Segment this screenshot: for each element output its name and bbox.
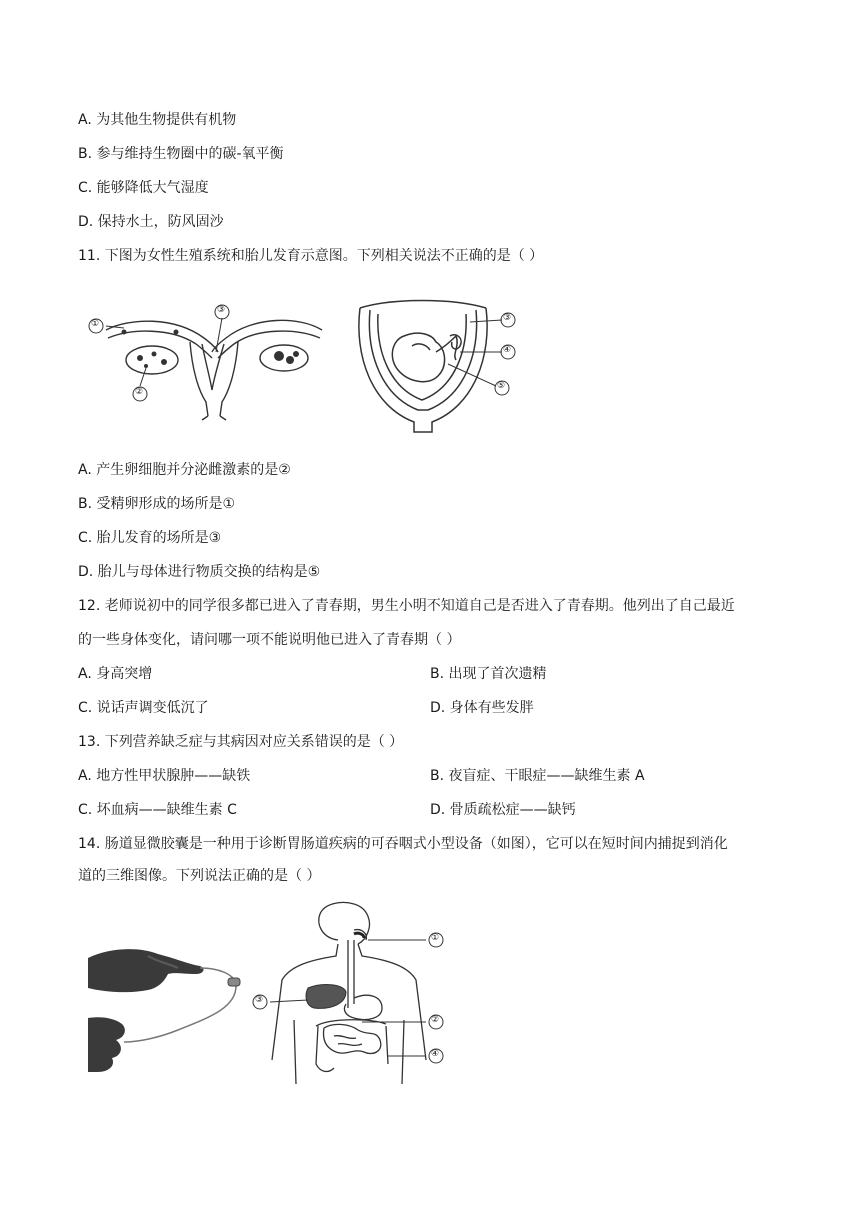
capsule-photo-figure — [88, 938, 248, 1078]
label-2: ② — [431, 1015, 440, 1025]
q14-stem-line1: 14. 肠道显微胶囊是一种用于诊断胃肠道疾病的可吞咽式小型设备（如图），它可以在短时间内捕捉到消化 — [78, 836, 728, 852]
label-3b: ③ — [503, 313, 512, 323]
label-2: ② — [135, 387, 144, 397]
label-3: ③ — [255, 995, 264, 1005]
fetal-development-figure — [352, 296, 522, 436]
q12-stem-line2: 的一些身体变化，请问哪一项不能说明他已进入了青春期（ ） — [78, 632, 461, 648]
q12-option-b: B. 出现了首次遗精 — [430, 666, 547, 682]
q11-option-d: D. 胎儿与母体进行物质交换的结构是⑤ — [78, 564, 321, 580]
q14-stem-line2: 道的三维图像。下列说法正确的是（ ） — [78, 868, 321, 884]
q12-option-a: A. 身高突增 — [78, 666, 153, 682]
q10-option-a: A. 为其他生物提供有机物 — [78, 112, 237, 128]
q13-stem: 13. 下列营养缺乏症与其病因对应关系错误的是（ ） — [78, 734, 404, 750]
q12-stem-line1: 12. 老师说初中的同学很多都已进入了青春期，男生小明不知道自己是否进入了青春期。他列出了自己最近 — [78, 598, 735, 614]
q12-option-d: D. 身体有些发胖 — [430, 700, 534, 716]
label-5: ⑤ — [497, 381, 506, 391]
label-4: ④ — [503, 345, 512, 355]
q10-option-d: D. 保持水土，防风固沙 — [78, 214, 224, 230]
q13-option-b: B. 夜盲症、干眼症——缺维生素 A — [430, 768, 645, 784]
label-3: ③ — [217, 305, 226, 315]
q13-option-d: D. 骨质疏松症——缺钙 — [430, 802, 576, 818]
q10-option-b: B. 参与维持生物圈中的碳-氧平衡 — [78, 146, 284, 162]
q11-option-c: C. 胎儿发育的场所是③ — [78, 530, 222, 546]
q10-option-c: C. 能够降低大气湿度 — [78, 180, 209, 196]
q11-stem: 11. 下图为女性生殖系统和胎儿发育示意图。下列相关说法不正确的是（ ） — [78, 248, 544, 264]
q12-option-c: C. 说话声调变低沉了 — [78, 700, 209, 716]
q11-option-b: B. 受精卵形成的场所是① — [78, 496, 236, 512]
q13-option-a: A. 地方性甲状腺肿——缺铁 — [78, 768, 251, 784]
q11-option-a: A. 产生卵细胞并分泌雌激素的是② — [78, 462, 291, 478]
label-1: ① — [431, 933, 440, 943]
label-4: ④ — [431, 1049, 440, 1059]
q13-option-c: C. 坏血病——缺维生素 C — [78, 802, 237, 818]
female-reproductive-system-figure — [84, 298, 344, 428]
label-1: ① — [91, 319, 100, 329]
digestive-system-figure — [250, 900, 460, 1090]
